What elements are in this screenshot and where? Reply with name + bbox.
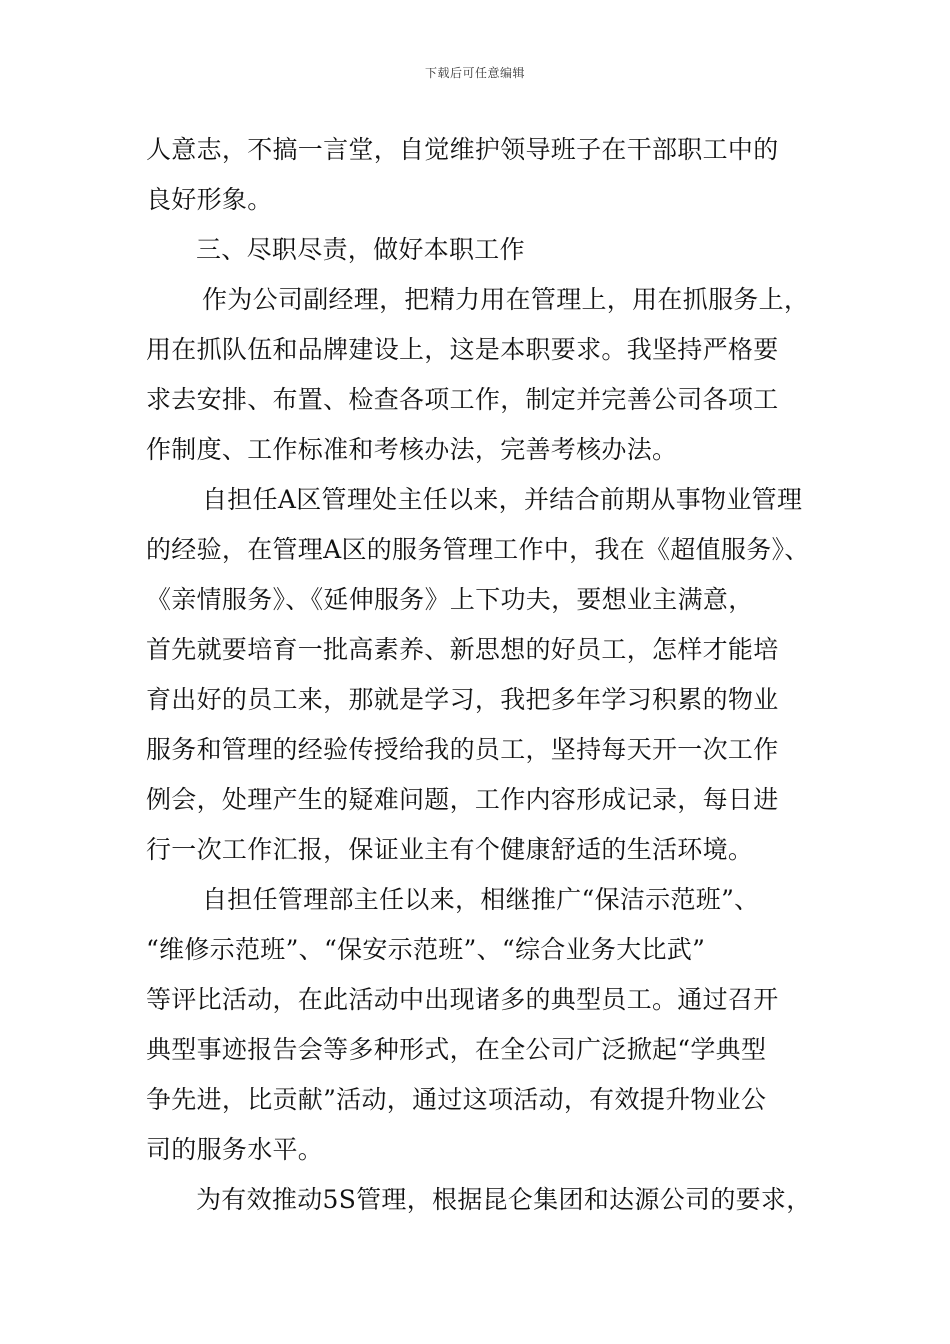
body-line: 人意志，不搞一言堂，自觉维护领导班子在干部职工中的: [146, 135, 779, 164]
body-line: 行一次工作汇报，保证业主有个健康舒适的生活环境。: [146, 835, 754, 864]
body-line: 典型事迹报告会等多种形式，在全公司广泛掀起“学典型: [146, 1035, 767, 1064]
body-line: 用在抓队伍和品牌建设上，这是本职要求。我坚持严格要: [146, 335, 779, 364]
body-line: 为有效推动5S管理，根据昆仑集团和达源公司的要求，: [196, 1185, 812, 1214]
body-line: 求去安排、布置、检查各项工作，制定并完善公司各项工: [146, 385, 779, 414]
body-line: 服务和管理的经验传授给我的员工，坚持每天开一次工作: [146, 735, 779, 764]
body-line: 良好形象。: [146, 185, 273, 214]
body-line: 育出好的员工来，那就是学习，我把多年学习积累的物业: [146, 685, 779, 714]
body-line: 司的服务水平。: [146, 1135, 324, 1164]
section-heading: 三、尽职尽责，做好本职工作: [196, 235, 525, 264]
page-header: 下载后可任意编辑: [424, 66, 525, 80]
body-line: 自担任管理部主任以来，相继推广“保洁示范班”、: [202, 885, 760, 914]
body-line: 首先就要培育一批高素养、新思想的好员工，怎样才能培: [146, 635, 779, 664]
body-line: 《亲情服务》、《延伸服务》上下功夫，要想业主满意，: [146, 585, 754, 614]
body-line: 作制度、工作标准和考核办法，完善考核办法。: [146, 435, 678, 464]
body-line: 等评比活动，在此活动中出现诸多的典型员工。通过召开: [146, 985, 779, 1014]
body-line: 的经验，在管理A区的服务管理工作中，我在《超值服务》、: [146, 535, 810, 564]
body-line: “维修示范班”、“保安示范班”、“综合业务大比武”: [146, 935, 706, 964]
body-line: 争先进，比贡献”活动，通过这项活动，有效提升物业公: [146, 1085, 767, 1114]
body-line: 自担任A区管理处主任以来，并结合前期从事物业管理: [202, 485, 803, 514]
body-line: 例会，处理产生的疑难问题，工作内容形成记录，每日进: [146, 785, 779, 814]
body-line: 作为公司副经理，把精力用在管理上，用在抓服务上，: [202, 285, 810, 314]
